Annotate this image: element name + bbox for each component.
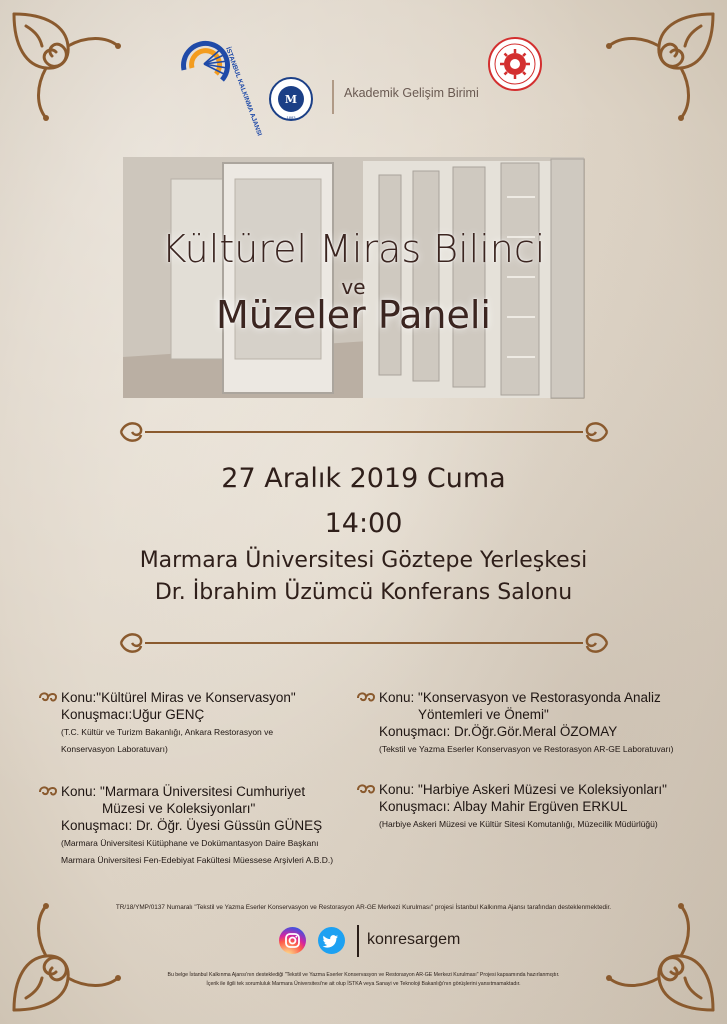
talk-item [356,781,667,833]
panel-title-ve: ve [341,275,366,299]
bullet-ornament-icon [356,691,376,704]
talk-topic-continued: Müzesi ve Koleksiyonları" [102,801,256,816]
social-handle: konresargem [367,931,461,948]
talk-item [38,783,333,869]
talk-speaker: Konuşmacı: Albay Mahir Ergüven ERKUL [379,799,628,814]
talk-speaker: Konuşmacı:Uğur GENÇ [61,707,205,722]
talk-item [356,689,673,758]
talk-topic: Konu: "Marmara Üniversitesi Cumhuriyet [61,784,306,799]
bullet-ornament-icon [356,783,376,796]
talk-affiliation-line2: Marmara Üniversitesi Fen-Edebiyat Fakültesi Müessese Arşivleri A.B.D.) [61,855,334,865]
social-divider [357,925,359,957]
svg-text:M: M [284,93,298,106]
talk-item [38,689,296,758]
museum-cabinets-photo [123,157,584,398]
bullet-ornament-icon [38,691,58,704]
talk-affiliation-line2: Konservasyon Laboratuvarı) [61,744,168,754]
ika-logo-text: İSTANBUL KALKINMA AJANSI [224,46,263,137]
talk-affiliation-line1: (Harbiye Askeri Müzesi ve Kültür Sitesi Komutanlığı, Müzecilik Müdürlüğü) [379,819,658,829]
talk-affiliation-line1: (Tekstil ve Yazma Eserler Konservasyon ve Restorasyon AR-GE Laboratuvarı) [379,744,674,754]
corner-ornament-top-right [601,6,721,126]
talk-speaker: Konuşmacı: Dr.Öğr.Gör.Meral ÖZOMAY [379,724,618,739]
talk-topic: Konu: "Harbiye Askeri Müzesi ve Koleksiyonları" [379,782,667,797]
event-time: 14:00 [324,508,403,539]
corner-ornament-top-left [6,6,126,126]
talk-topic: Konu: "Konservasyon ve Restorasyonda Analiz [379,690,661,705]
svg-text:1883: 1883 [286,115,296,120]
talk-speaker: Konuşmacı: Dr. Öğr. Üyesi Güssün GÜNEŞ [61,818,323,833]
header-divider [332,80,334,114]
talk-topic-continued: Yöntemleri ve Önemi" [418,707,549,722]
talk-affiliation-line1: (T.C. Kültür ve Turizm Bakanlığı, Ankara Restorasyon ve [61,727,274,737]
project-footnote: TR/18/YMP/0137 Numaralı "Tekstil ve Yazma Eserler Konservasyon ve Restorasyon AR-GE Merkezi Kurulması" projesi İstanbul Kalkınma Ajansı tarafından desteklenmektedir. [115,904,612,911]
marmara-university-logo [268,76,326,122]
ornament-divider-top [117,419,611,445]
corner-ornament-icon [6,898,126,1018]
corner-ornament-icon [601,898,721,1018]
bullet-ornament-icon [38,785,58,798]
event-venue-line1: Marmara Üniversitesi Göztepe Yerleşkesi [139,548,588,573]
event-venue-line2: Dr. İbrahim Üzümcü Konferans Salonu [154,580,573,605]
corner-ornament-icon [6,6,126,126]
disclaimer-line1: Bu belge İstanbul Kalkınma Ajansı'nın desteklediği "Tekstil ve Yazma Eserler Konservasyon ve Restorasyon AR-GE Merkezi Kurulması" Projesi kapsamında hazırlanmıştır. [167,972,560,978]
divider-ornament-icon [117,419,611,445]
istanbul-kalkinma-ajansi-logo [178,34,263,137]
divider-ornament-icon [117,630,611,656]
event-date: 27 Aralık 2019 Cuma [221,463,506,494]
instagram-icon[interactable] [279,927,306,954]
ministry-logo [487,36,543,92]
corner-ornament-icon [601,6,721,126]
twitter-icon[interactable] [318,927,345,954]
talk-affiliation-line1: (Marmara Üniversitesi Kütüphane ve Dokümantasyon Daire Başkanı [61,838,319,848]
panel-title-line2: Müzeler Paneli [216,293,491,337]
disclaimer-line2: İçerik ile ilgili tek sorumluluk Marmara Üniversitesi'ne ait olup İSTKA veya Sanayi ve Teknoloji Bakanlığı'nın görüşlerini yansıtmamaktadır. [206,981,521,987]
panel-title-line1: Kültürel Miras Bilinci [161,227,546,271]
corner-ornament-bottom-left [6,898,126,1018]
akademik-gelisim-label: Akademik Gelişim Birimi [344,86,479,100]
corner-ornament-bottom-right [601,898,721,1018]
ornament-divider-bottom [117,630,611,656]
talk-topic: Konu:"Kültürel Miras ve Konservasyon" [61,690,296,705]
